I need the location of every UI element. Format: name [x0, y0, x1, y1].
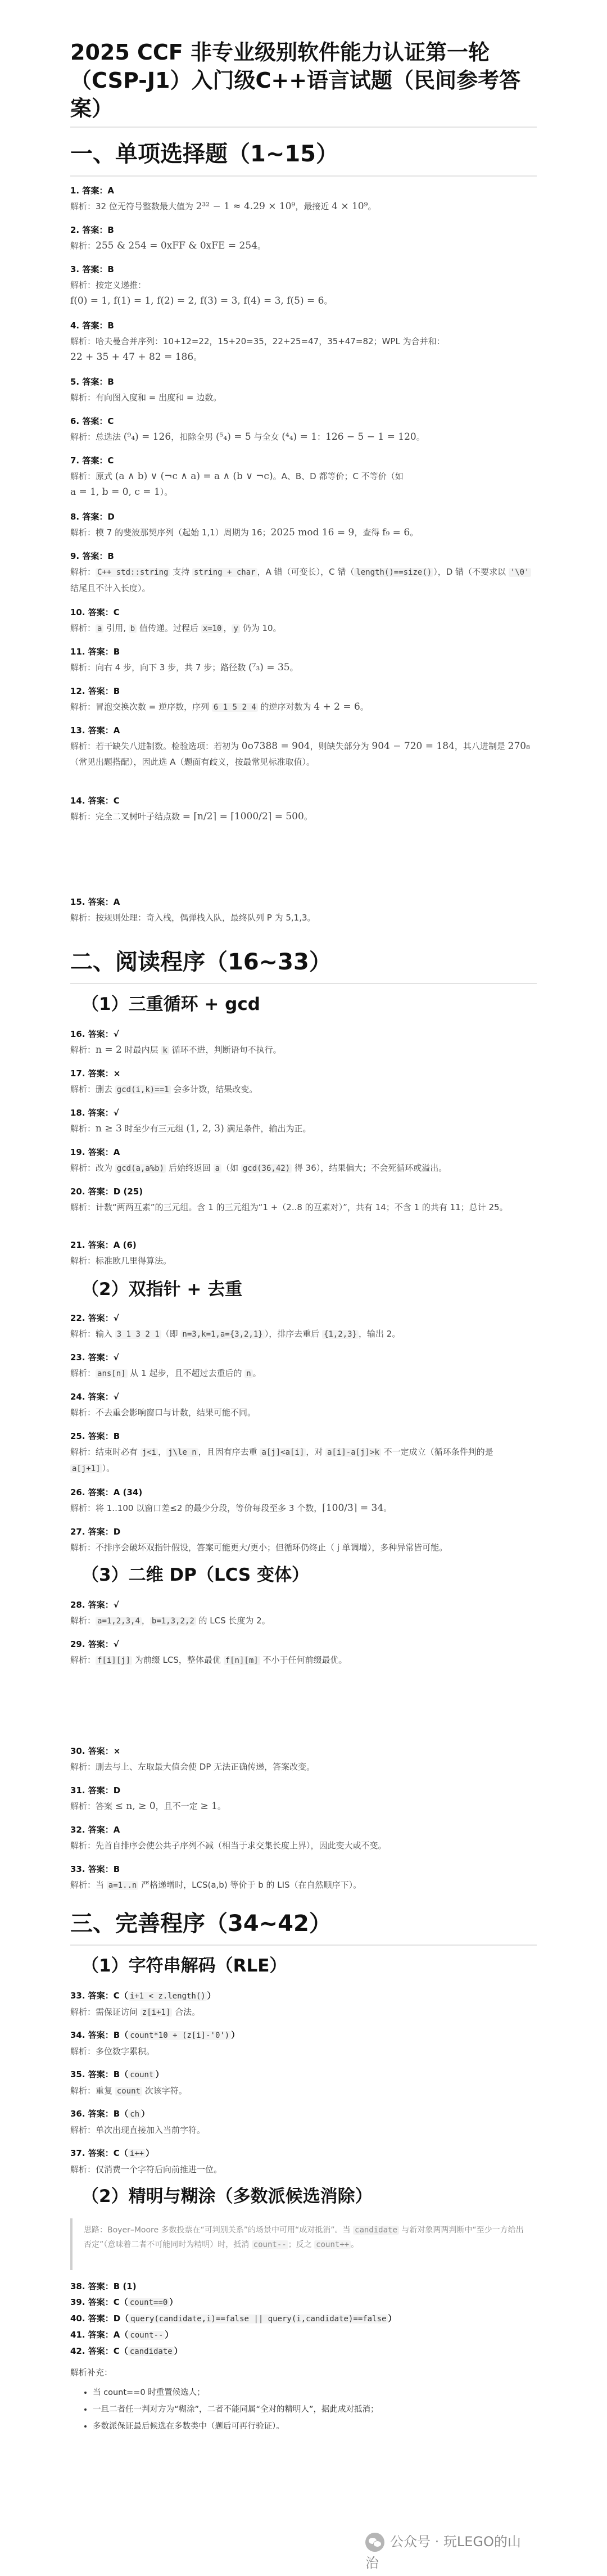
answers-38-42	[70, 2279, 537, 2360]
question-12: 12. 答案：B 解析：冒泡交换次数 = 逆序数，序列 6 1 5 2 4 的逆序对数为 4 + 2 = 6。	[70, 686, 369, 712]
question-37: 37. 答案：C（ i++ ） 解析：仅消费一个字符后向前推进一位。	[70, 2148, 223, 2175]
list-item: • 多数派保证最后候选在多数类中（题后可再行验证）。	[93, 2418, 537, 2435]
question-7: 7. 答案：C 解析：原式 (a ∧ b) ∨ (¬c ∧ a) = a ∧ (b ∨ ¬c)。A、B、D 都等价；C 不等价（如 a = 1, b = 0, c = 1）。	[70, 455, 404, 498]
wechat-icon	[365, 2533, 384, 2552]
question-23: 23. 答案：√ 解析： ans[n] 从 1 起步，且不超过去重后的 n 。	[70, 1352, 261, 1378]
section-heading-2: 二、阅读程序（16~33）	[70, 949, 332, 975]
question-26: 26. 答案：A (34) 解析：将 1..100 以窗口差≤2 的最少分段，等价每段至多 3 个数，⌈100/3⌉ = 34。	[70, 1487, 392, 1514]
subsection-heading: （1）三重循环 + gcd	[81, 994, 260, 1014]
section-heading-3: 三、完善程序（34~42）	[70, 1911, 332, 1937]
question-34: 34. 答案：B（ count*10 + (z[i]-'0') ） 解析：多位数字累积。	[70, 2030, 240, 2056]
question-4: 4. 答案：B 解析：哈夫曼合并序列：10+12=22，15+20=35，22+25=47，35+47=82；WPL 为合并和： 22 + 35 + 47 + 82 = 186。	[70, 321, 445, 363]
explanation: 解析：32 位无符号整数最大值为 2³² − 1 ≈ 4.29 × 10⁹，最接近 4 × 10⁹。	[70, 201, 377, 212]
idea-blockquote: 思路：Boyer–Moore 多数投票在“可判别关系”的场景中可用“成对抵消”。当 candidate 与新对象两两判断中“至少一方给出否定”（意味着二者不可能同时为精明）时，抵消 count-- ；反之 count++ 。	[70, 2218, 537, 2270]
question-29: 29. 答案：√ 解析： f[i][j] 为前缀 LCS，整体最优 f[n][m] 不小于任何前缀最优。	[70, 1639, 347, 1665]
question-2: 2. 答案：B 解析：255 & 254 = 0xFF & 0xFE = 254。	[70, 225, 266, 251]
question-5: 5. 答案：B 解析：有向图入度和 = 出度和 = 边数。	[70, 377, 222, 403]
answer-line: 1. 答案：A	[70, 186, 114, 196]
answer-40: 40. 答案：D（ query(candidate,i)==false || query(i,candidate)==false ）	[70, 2313, 397, 2324]
divider	[70, 1945, 537, 1946]
question-25: 25. 答案：B 解析：结束时必有 j<i ， j\le n ，且因有序去重 a[j]<a[i] ，对 a[i]-a[j]>k 不一定成立（循环条件判的是 a[j+1] ）。	[70, 1431, 493, 1473]
subsection-heading: （1）字符串解码（RLE）	[81, 1956, 287, 1976]
section-heading-1: 一、单项选择题（1~15）	[70, 141, 339, 167]
question-18: 18. 答案：√ 解析：n ≥ 3 时至少有三元组 (1, 2, 3) 满足条件，输出为正。	[70, 1108, 311, 1134]
extra-label: 解析补充：	[70, 2367, 113, 2378]
subsection-heading: （3）二维 DP（LCS 变体）	[81, 1565, 310, 1585]
question-27: 27. 答案：D 解析：不排序会破坏双指针假设，答案可能更大/更小；但循环仍终止（ j 单调增），多种异常皆可能。	[70, 1527, 448, 1553]
list-item: • 一旦二者任一判对方为“糊涂”，二者不能同属“全对的精明人”，据此成对抵消；	[93, 2401, 537, 2418]
question-24: 24. 答案：√ 解析：不去重会影响窗口与计数，结果可能不同。	[70, 1392, 256, 1418]
question-14: 14. 答案：C 解析：完全二叉树叶子结点数 = ⌈n/2⌉ = ⌈1000/2⌉ = 500。	[70, 796, 312, 822]
question-1	[70, 183, 537, 214]
subsection-heading: （2）精明与糊涂（多数派候选消除）	[81, 2186, 373, 2207]
question-35: 35. 答案：B（ count ） 解析：重复 count 次该字符。	[70, 2069, 187, 2096]
subsection-heading: （2）双指针 + 去重	[81, 1279, 243, 1300]
question-9: 9. 答案：B 解析： C++ std::string 支持 string + char ，A 错（可变长），C 错（ length()==size() ），D 错（不要求以 '\0' 结尾且不计入长度）。	[70, 548, 537, 596]
question-16: 16. 答案：√ 解析：n = 2 时最内层 k 循环不进，判断语句不执行。	[70, 1029, 282, 1055]
question-32: 32. 答案：A 解析：先首自排序会使公共子序列不减（相当于求交集长度上界），因此变大或不变。	[70, 1825, 387, 1851]
question-15: 15. 答案：A 解析：按规则处理：奇入栈，偶弹栈入队，最终队列 P 为 5,1,3。	[70, 897, 316, 923]
question-6: 6. 答案：C 解析：总选法 (⁹₄) = 126，扣除全男 (⁵₄) = 5 与全女 (⁴₄) = 1：126 − 5 − 1 = 120。	[70, 416, 425, 443]
question-8: 8. 答案：D 解析：模 7 的斐波那契序列（起始 1,1）周期为 16；2025 mod 16 = 9，查得 f₉ = 6。	[70, 512, 419, 538]
article-title: 2025 CCF 非专业级别软件能力认证第一轮（CSP-J1）入门级C++语言试题（民间参考答案）	[70, 40, 521, 121]
question-21: 21. 答案：A (6) 解析：标准欧几里得算法。	[70, 1240, 172, 1266]
question-36: 36. 答案：B（ ch ） 解析：单次出现直接加入当前字符。	[70, 2109, 206, 2135]
answer-42: 42. 答案：C（ candidate ）	[70, 2346, 183, 2356]
divider	[70, 127, 537, 128]
question-20: 20. 答案：D (25) 解析：计数“两两互素”的三元组。含 1 的三元组为“1 +（2..8 的互素对）”，共有 14；不含 1 的共有 11；总计 25。	[70, 1187, 508, 1212]
question-33b: 33. 答案：C（ i+1 < z.length() ） 解析：需保证访问 z[i+1] 合法。	[70, 1991, 216, 2017]
list-item: • 当 count==0 时重置候选人；	[93, 2384, 537, 2401]
answer-38: 38. 答案：B (1)	[70, 2281, 137, 2291]
answer-41: 41. 答案：A（ count-- ）	[70, 2330, 174, 2340]
question-11: 11. 答案：B 解析：向右 4 步，向下 3 步，共 7 步；路径数 (⁷₃) = 35。	[70, 647, 298, 673]
question-30: 30. 答案：× 解析：删去与上、左取最大值会使 DP 无法正确传递，答案改变。	[70, 1746, 315, 1772]
footer-watermark: 公众号 · 玩LEGO的山治	[365, 2534, 521, 2571]
divider	[70, 175, 537, 177]
question-19: 19. 答案：A 解析：改为 gcd(a,a%b) 后始终返回 a （如 gcd(36,42) 得 36），结果偏大；不会死循环或溢出。	[70, 1147, 447, 1173]
question-33: 33. 答案：B 解析：当 a=1..n 严格递增时，LCS(a,b) 等价于 b 的 LIS（在自然顺序下）。	[70, 1864, 362, 1890]
question-31: 31. 答案：D 解析：答案 ≤ n, ≥ 0，且不一定 ≥ 1。	[70, 1785, 226, 1812]
question-17: 17. 答案：× 解析：删去 gcd(i,k)==1 会多计数，结果改变。	[70, 1068, 258, 1094]
question-3: 3. 答案：B 解析：按定义递推： f(0) = 1, f(1) = 1, f(2) = 2, f(3) = 3, f(4) = 3, f(5) = 6。	[70, 264, 333, 306]
extra-bullet-list	[70, 2384, 537, 2435]
answer-39: 39. 答案：C（ count==0 ）	[70, 2297, 178, 2307]
question-22: 22. 答案：√ 解析：输入 3 1 3 2 1 （即 n=3,k=1,a={3,2,1} ），排序去重后 {1,2,3} ，输出 2。	[70, 1313, 401, 1339]
divider	[70, 983, 537, 984]
question-13: 13. 答案：A 解析：若干缺失八进制数。检验选项：若初为 0o7388 = 904，则缺失部分为 904 − 720 = 184，其八进制是 270₈（常见出题搭配），因此选 A（题面有歧义，按最常见标准取值）。	[70, 725, 530, 767]
question-28: 28. 答案：√ 解析： a=1,2,3,4 ， b=1,3,2,2 的 LCS 长度为 2。	[70, 1600, 270, 1626]
question-10: 10. 答案：C 解析： a 引用, b 值传递。过程后 x=10 ， y 仍为 10。	[70, 607, 282, 633]
